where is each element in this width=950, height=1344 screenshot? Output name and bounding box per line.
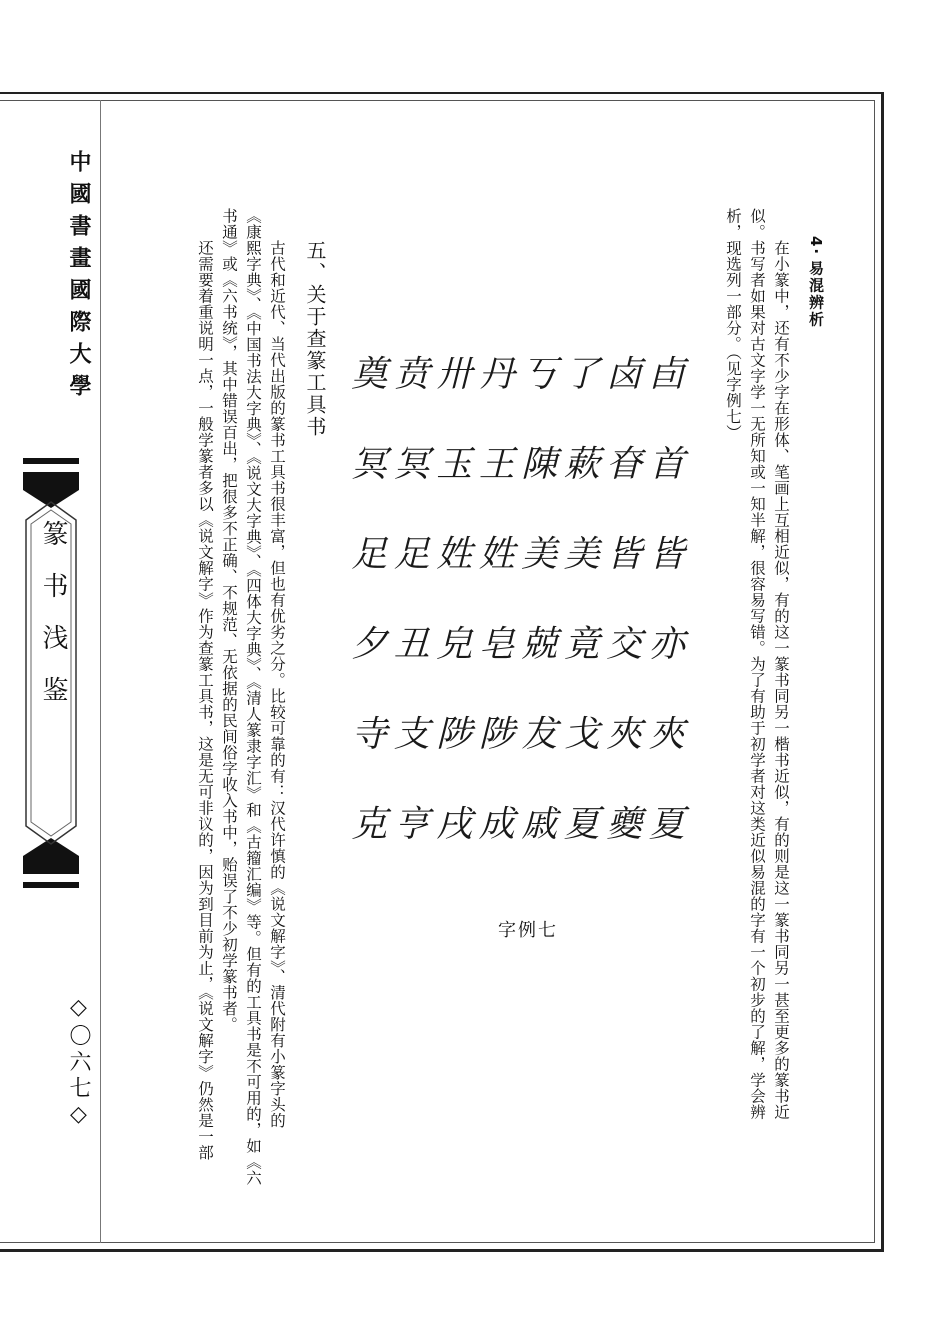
seal-glyph: 成 (478, 804, 515, 845)
seal-glyph: 皂 (478, 624, 515, 665)
series-title: 中國書畫國際大學 (66, 150, 91, 406)
seal-glyph: 犮 (521, 714, 558, 755)
seal-glyph: 卤 (606, 354, 643, 395)
seal-glyph: 夏 (648, 804, 685, 845)
seal-glyph: 奠 (351, 354, 388, 395)
seal-glyph: 贲 (393, 354, 430, 395)
section-4-line-2: 似。书写者如果对古文字学一无所知或一知半解，很容易写错。为了有助于初学者对这类近似易混的字有一个初步的了解，学会辨 (748, 208, 766, 1120)
page-number: ◇〇六七◇ (66, 995, 91, 1131)
seal-glyph: 交 (606, 624, 643, 665)
glyph-row (348, 600, 688, 690)
section-4-number: 4· (807, 236, 825, 257)
seal-glyph: 夏 (563, 804, 600, 845)
seal-glyph: 夾 (606, 714, 643, 755)
seal-glyph: 卅 (436, 354, 473, 395)
seal-glyph: 冥 (393, 444, 430, 485)
seal-glyph: 姓 (436, 534, 473, 575)
seal-glyph: 兢 (521, 624, 558, 665)
seal-glyph: 丹 (478, 354, 515, 395)
seal-glyph: 亨 (393, 804, 430, 845)
seal-glyph: 王 (478, 444, 515, 485)
seal-glyph: 夔 (606, 804, 643, 845)
seal-glyph: 陟 (478, 714, 515, 755)
seal-glyph: 亦 (648, 624, 685, 665)
section-4-line-3: 析，现选列一部分。（见字例七） (724, 208, 742, 441)
figure-caption: 字例七 (498, 920, 558, 941)
seal-glyph: 首 (648, 444, 685, 485)
glyph-row (348, 690, 688, 780)
glyph-row (348, 420, 688, 510)
section-5-line-1: 古代和近代、当代出版的篆书工具书很丰富，但也有优劣之分。比较可靠的有：汉代许慎的《说文解字》、清代附有小篆字头的 (268, 240, 286, 1129)
seal-glyph: 丑 (393, 624, 430, 665)
seal-glyph: 皆 (648, 534, 685, 575)
glyph-row (348, 510, 688, 600)
seal-glyph: 克 (351, 804, 388, 845)
glyph-row (348, 330, 688, 420)
seal-glyph: 支 (393, 714, 430, 755)
seal-glyph: 玉 (436, 444, 473, 485)
section-5-line-3: 书通》或《六书统》，其中错误百出，把很多不正确、不规范、无依据的民间俗字收入书中，贻误了不少初学篆书者。 (220, 208, 238, 1033)
section-4-heading (806, 236, 827, 328)
section-5-line-4: 还需要着重说明一点，一般学篆者多以《说文解字》作为查篆工具书，这是无可非议的，因为到目前为止，《说文解字》仍然是一部 (196, 240, 214, 1161)
seal-glyph: 夕 (351, 624, 388, 665)
section-4-title: 易混辨析 (807, 260, 825, 329)
seal-glyph: 冥 (351, 444, 388, 485)
seal-glyph: 竟 (563, 624, 600, 665)
section-5-line-2: 《康熙字典》、《中国书法大字典》、《说文大字典》、《四体大字典》、《清人篆隶字汇》和《古籀汇编》等。但有的工具书是不可用的，如《六 (244, 208, 262, 1186)
seal-script-figure (348, 330, 688, 870)
seal-glyph: 美 (563, 534, 600, 575)
seal-glyph: 皃 (436, 624, 473, 665)
book-title: 篆书浅鉴 (38, 520, 68, 728)
seal-glyph: 寺 (351, 714, 388, 755)
glyph-row (348, 780, 688, 870)
seal-glyph: 足 (351, 534, 388, 575)
section-5-title: 五、关于查篆工具书 (303, 240, 327, 438)
seal-glyph: 姓 (478, 534, 515, 575)
seal-glyph: 丂 (521, 354, 558, 395)
seal-glyph: 足 (393, 534, 430, 575)
seal-glyph: 陟 (436, 714, 473, 755)
seal-glyph: 皆 (606, 534, 643, 575)
sidebar-divider (100, 100, 101, 1243)
seal-glyph: 夾 (648, 714, 685, 755)
seal-glyph: 了 (563, 354, 600, 395)
seal-glyph: 卣 (648, 354, 685, 395)
seal-glyph: 戌 (436, 804, 473, 845)
seal-glyph: 陳 (521, 444, 558, 485)
seal-glyph: 戈 (563, 714, 600, 755)
seal-glyph: 美 (521, 534, 558, 575)
seal-glyph: 戚 (521, 804, 558, 845)
section-4-line-1: 在小篆中，还有不少字在形体、笔画上互相近似，有的这一篆书同另一楷书近似，有的则是这一篆书同另一甚至更多的篆书近 (772, 240, 790, 1120)
seal-glyph: 蔌 (563, 444, 600, 485)
seal-glyph: 眘 (606, 444, 643, 485)
